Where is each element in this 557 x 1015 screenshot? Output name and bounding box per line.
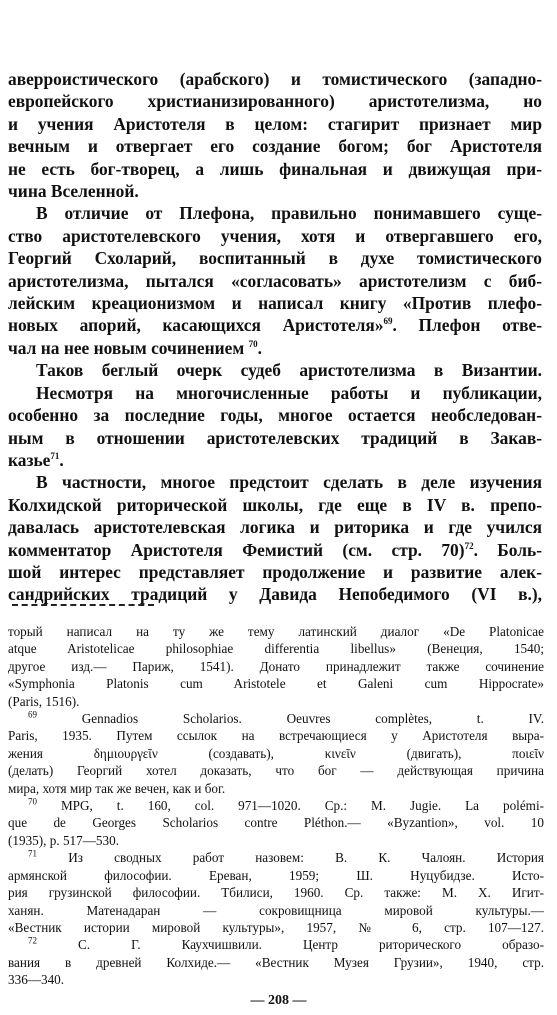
- footnote-ref-72: 72: [464, 540, 474, 551]
- text-line: сандрийских традиций у Давида Непобедимого (VI в.),: [8, 584, 542, 605]
- footnote-line: 336—340.: [8, 972, 65, 988]
- footnote-continued: [8, 623, 544, 710]
- text-line: давалась аристотелевская логика и риторика и где учился: [8, 517, 542, 538]
- footnote-line: [8, 710, 544, 727]
- text-line: особенно за последние годы, многое остается необследован-: [8, 405, 542, 426]
- text-run: Из сводных работ назовем: В. К. Чалоян. История: [37, 850, 544, 866]
- paragraph: [8, 359, 542, 381]
- footnote-line: мира, хотя мир так же вечен, как и бог.: [8, 780, 226, 796]
- footnote-line: армянской философии. Ереван, 1959; Ш. Нуцубидзе. Исто-: [8, 867, 544, 883]
- footnote-line: atque Aristotelicae philosophiae differentia libellus» (Венеция, 1540;: [8, 641, 544, 657]
- text-run: комментатор Аристотеля Фемистий (см. стр. 70): [8, 539, 465, 560]
- footnote-line: торый написал на ту же тему латинский диалог «De Platonicae: [8, 624, 544, 639]
- text-run: . Боль-: [473, 539, 542, 560]
- paragraph: [8, 382, 542, 472]
- text-run: MPG, t. 160, col. 971—1020. Ср.: M. Jugie. La polémi-: [37, 798, 544, 814]
- footnote-line: рия грузинской философии. Тбилиси, 1960. Ср. также: М. Х. Игит-: [8, 885, 544, 901]
- footnote-line: [8, 849, 544, 866]
- text-line: европейского христианизированного) аристотелизма, но: [8, 91, 542, 112]
- text-line: [8, 539, 542, 561]
- footnote-72: [8, 936, 544, 988]
- text-line: Колхидской риторической школы, где еще в IV в. препо-: [8, 494, 542, 515]
- paragraph: [8, 68, 542, 202]
- main-text: [8, 68, 542, 606]
- footnote-70: [8, 797, 544, 849]
- footnote-separator: [12, 604, 154, 606]
- text-run: новых апорий, касающихся Аристотеля»: [8, 315, 384, 336]
- footnote-line: Paris, 1935. Путем ссылок на встречающиеся у Аристотеля выра-: [8, 728, 544, 744]
- footnote-line: другое изд.— Париж, 1541). Донато принадлежит также сочинение: [8, 658, 544, 674]
- footnote-line: que de Georges Scholarios contre Pléthon.— «Byzantion», vol. 10: [8, 815, 544, 831]
- footnote-line: [8, 936, 544, 953]
- footnote-ref-70: 70: [248, 339, 258, 350]
- footnote-line: (1935), р. 517—530.: [8, 832, 119, 848]
- footnote-ref-71: 71: [50, 451, 60, 462]
- footnote-number: 69: [28, 709, 37, 720]
- page-number: — 208 —: [250, 993, 307, 1008]
- greek-word: κινεῖν: [324, 745, 356, 761]
- text-line: В частности, многое предстоит сделать в деле изучения: [36, 472, 542, 493]
- footnote-line: [8, 745, 544, 762]
- text-line: Георгий Схоларий, воспитанный в духе томистического: [8, 248, 542, 269]
- footnote-ref-69: 69: [383, 316, 393, 327]
- footnote-line: ханян. Матенадаран — сокровищница мировой культуры.—: [8, 902, 544, 918]
- text-line: ным в отношении аристотелевских традиций в Закав-: [8, 427, 542, 448]
- footnote-line: вания в древней Колхиде.— «Вестник Музея Грузии», 1940, стр.: [8, 954, 544, 970]
- footnote-number: 70: [28, 796, 37, 807]
- paragraph: [8, 471, 542, 605]
- text-line: вечным и отвергает его создание богом; бог Аристотеля: [8, 136, 542, 157]
- text-run: (двигать),: [406, 745, 462, 761]
- footnote-line: (делать) Георгий хотел доказать, что бог — действующая причина: [8, 763, 544, 779]
- text-line: чина Вселенной.: [8, 181, 139, 202]
- text-line: Таков беглый очерк судеб аристотелизма в Византии.: [36, 360, 542, 381]
- text-line: и учения Аристотеля в целом: стагирит признает мир: [8, 113, 542, 134]
- footnote-number: 72: [28, 935, 37, 946]
- text-line: лейским креационизмом и написал книгу «Против плефо-: [8, 293, 542, 314]
- text-run: (создавать),: [208, 745, 274, 761]
- footnote-69: [8, 710, 544, 797]
- text-line: не есть бог-творец, а лишь финальная и движущая при-: [8, 158, 542, 179]
- footnote-line: «Вестник истории мировой культуры», 1957, № 6, стр. 107—127.: [8, 919, 544, 935]
- text-run: .: [59, 449, 64, 470]
- text-run: чал на нее новым сочинением: [8, 337, 245, 358]
- greek-word: δημιουργεῖν: [93, 745, 158, 761]
- text-line: [8, 314, 542, 336]
- text-line: Несмотря на многочисленные работы и публикации,: [36, 382, 542, 403]
- text-line: [8, 337, 542, 359]
- text-line: В отличие от Плефона, правильно понимавшего суще-: [36, 203, 542, 224]
- text-line: ство аристотелевского учения, хотя и отвергавшего его,: [8, 225, 542, 246]
- text-run: .: [257, 337, 262, 358]
- text-run: С. Г. Каухчишвили. Центр риторического образо-: [37, 937, 544, 953]
- text-run: казье: [8, 449, 51, 470]
- footnote-line: (Paris, 1516).: [8, 693, 80, 709]
- footnote-line: «Symphonia Platonis cum Aristotele et Galeni cum Hippocrate»: [8, 676, 544, 692]
- text-line: аверроистического (арабского) и томистического (западно-: [8, 69, 542, 89]
- greek-word: ποιεῖν: [512, 745, 545, 761]
- footnote-71: [8, 849, 544, 936]
- footnote-number: 71: [28, 848, 37, 859]
- text-line: шой интерес представляет продолжение и развитие алек-: [8, 561, 542, 582]
- text-run: Gennadios Scholarios. Oeuvres complètes, t. IV.: [37, 711, 544, 727]
- footnote-line: [8, 797, 544, 814]
- text-run: . Плефон отве-: [392, 315, 543, 336]
- text-run: жения: [8, 745, 43, 761]
- text-line: [8, 449, 542, 471]
- paragraph: [8, 202, 542, 359]
- text-line: аристотелизма, пытался «согласовать» аристотелизм с биб-: [8, 270, 542, 291]
- footnotes: [8, 623, 544, 989]
